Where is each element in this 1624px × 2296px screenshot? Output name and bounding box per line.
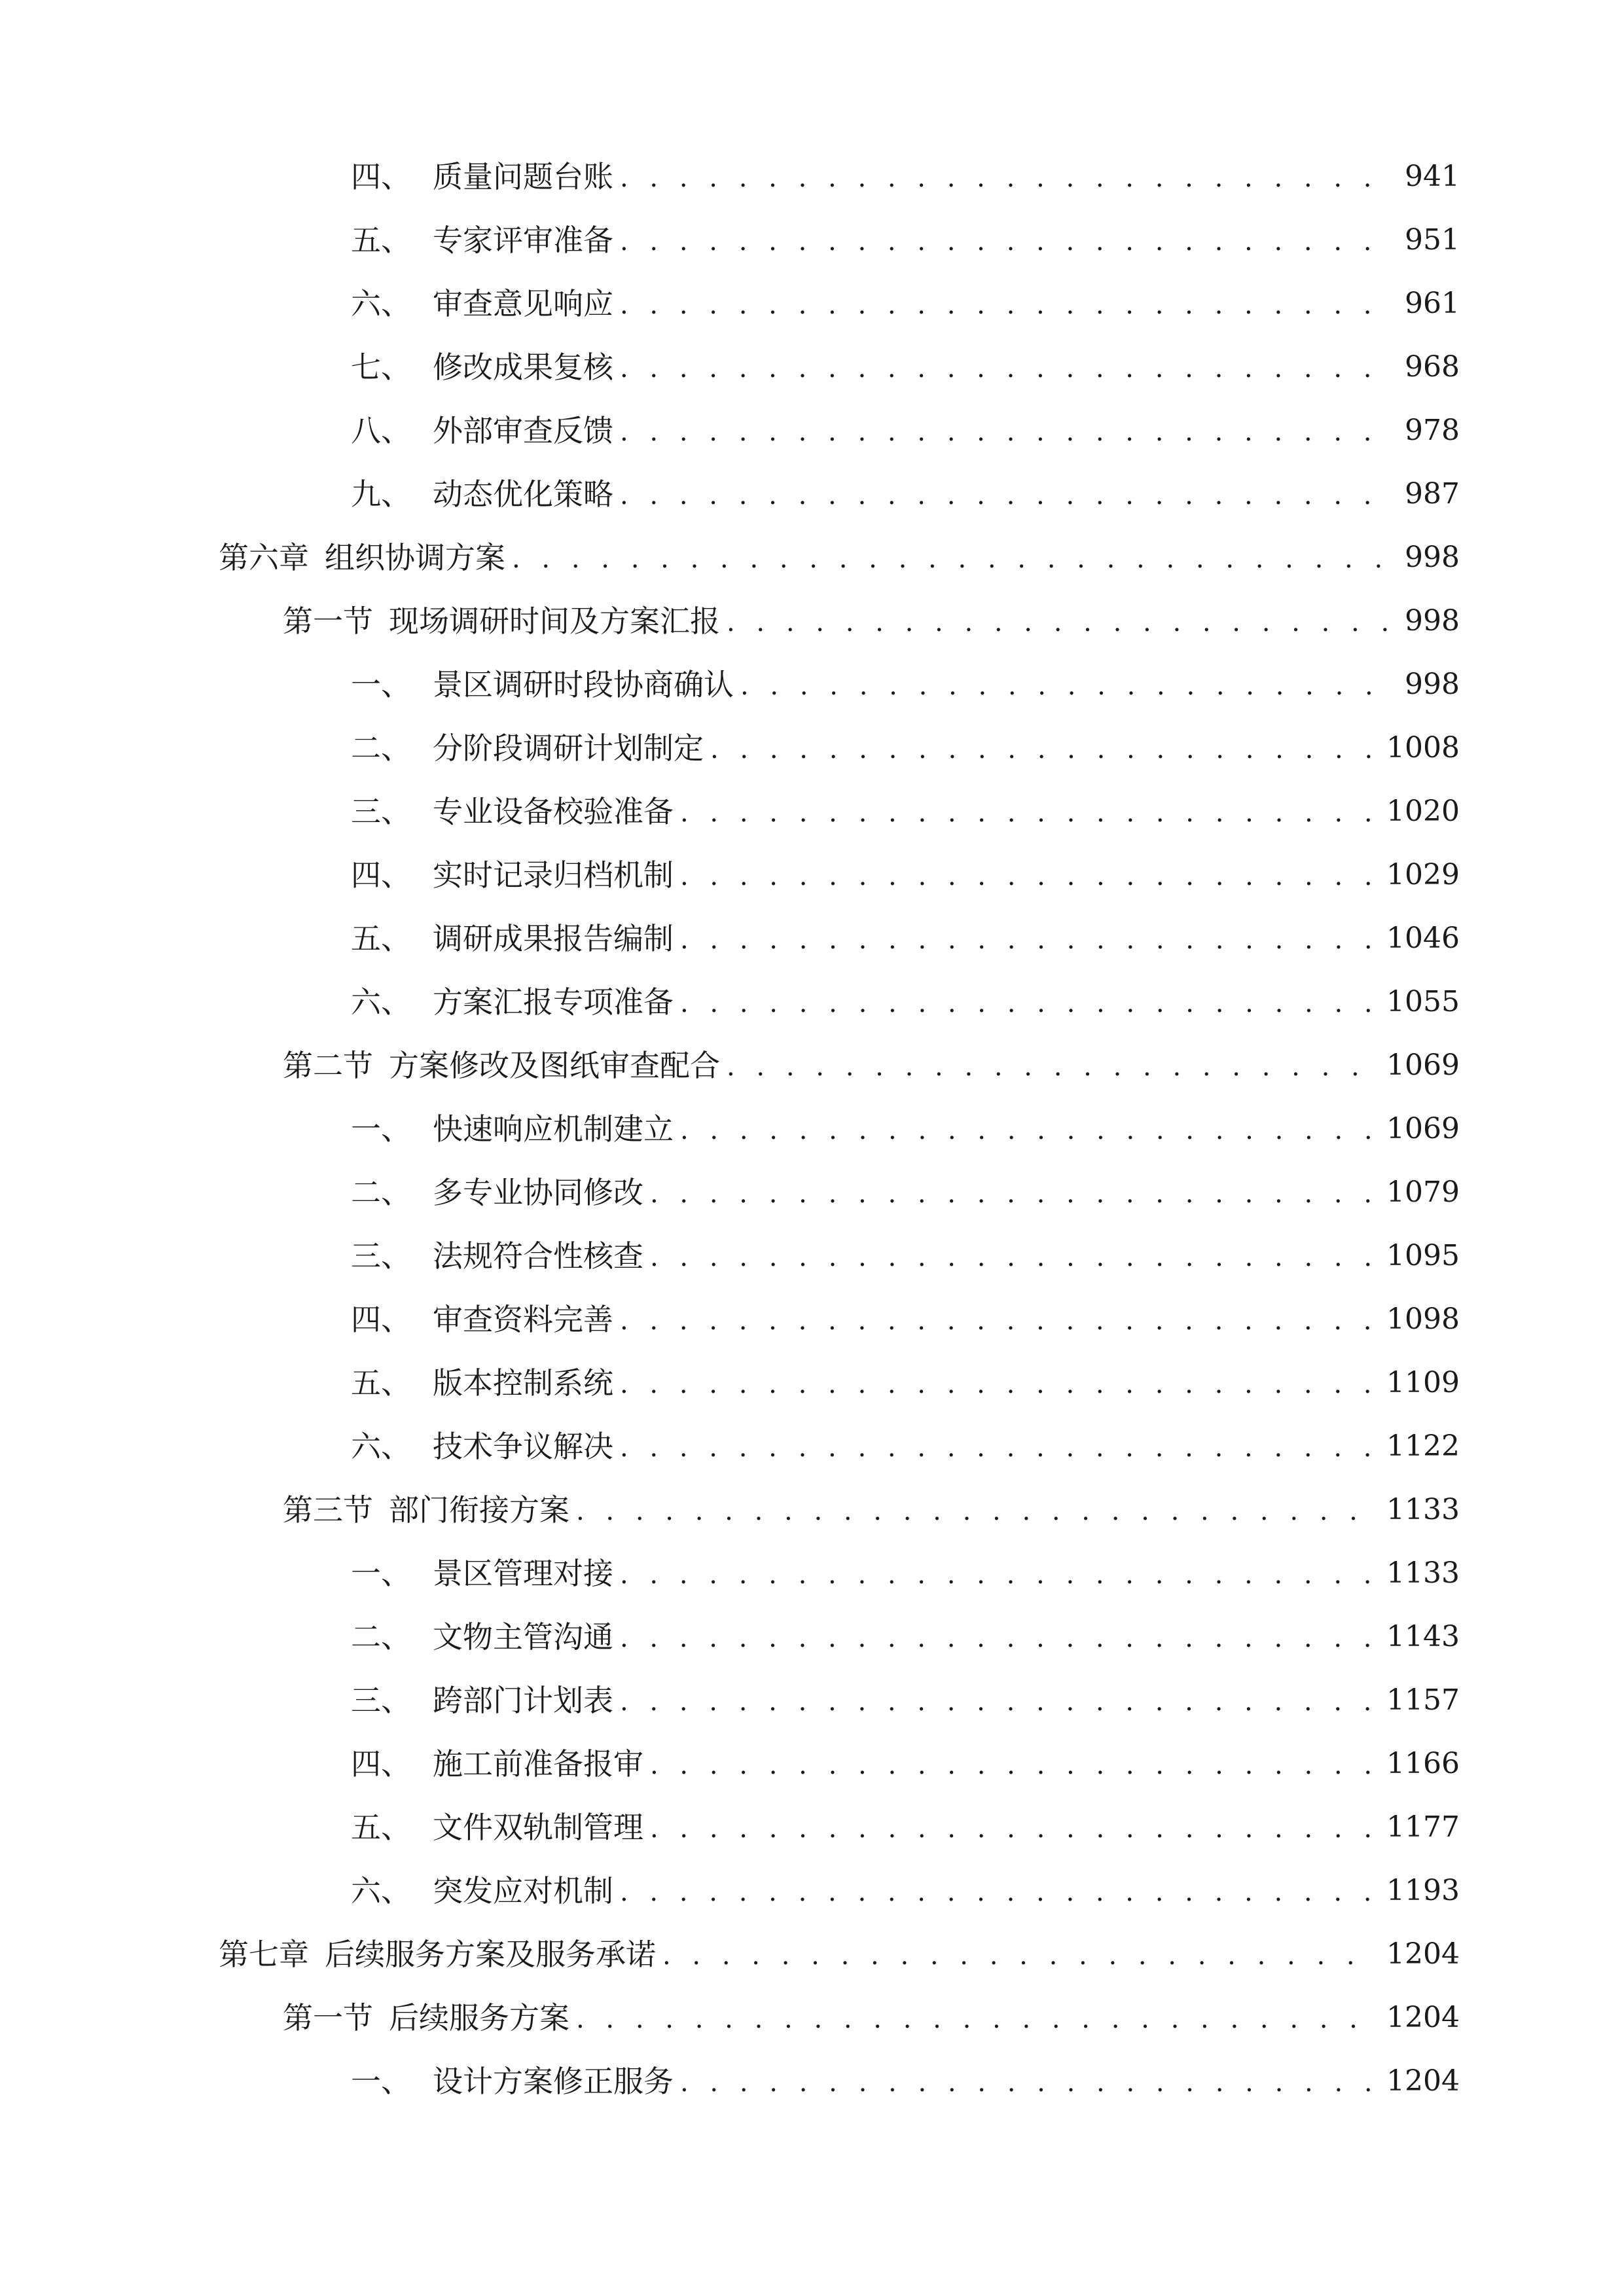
toc-entry-marker: 第三节 bbox=[283, 1492, 373, 1528]
toc-entry-title: 设计方案修正服务 bbox=[433, 2064, 674, 2099]
toc-entry-page: 1098 bbox=[1386, 1302, 1460, 1336]
toc-entry[interactable] bbox=[351, 468, 1460, 520]
toc-entry-title: 质量问题台账 bbox=[433, 159, 613, 194]
dot-leader bbox=[680, 787, 1377, 839]
toc-section-entry[interactable] bbox=[283, 595, 1460, 647]
toc-entry-marker: 六、 bbox=[351, 286, 411, 321]
toc-entry[interactable] bbox=[351, 1420, 1460, 1473]
toc-entry-marker: 第一节 bbox=[283, 603, 373, 639]
toc-entry-marker: 九、 bbox=[351, 476, 411, 512]
toc-entry-title: 文件双轨制管理 bbox=[433, 1810, 643, 1845]
toc-entry[interactable] bbox=[351, 151, 1460, 203]
toc-entry[interactable] bbox=[351, 1547, 1460, 1600]
toc-entry[interactable] bbox=[351, 2055, 1460, 2108]
toc-entry[interactable] bbox=[351, 1103, 1460, 1155]
toc-entry-title: 施工前准备报审 bbox=[433, 1746, 643, 1782]
toc-entry-marker: 一、 bbox=[351, 1111, 411, 1147]
toc-entry-page: 998 bbox=[1405, 541, 1460, 574]
toc-entry-page: 1133 bbox=[1386, 1556, 1460, 1590]
dot-leader bbox=[680, 2056, 1377, 2109]
toc-entry-marker: 三、 bbox=[351, 1238, 411, 1274]
toc-entry-title: 外部审查反馈 bbox=[433, 413, 613, 448]
toc-entry[interactable] bbox=[351, 404, 1460, 457]
dot-leader bbox=[727, 1041, 1377, 1093]
toc-entry-title: 方案汇报专项准备 bbox=[433, 984, 674, 1020]
dot-leader bbox=[650, 1231, 1377, 1283]
dot-leader bbox=[650, 1739, 1377, 1791]
toc-entry-marker: 七、 bbox=[351, 350, 411, 385]
toc-entry-page: 1166 bbox=[1386, 1747, 1460, 1780]
toc-chapter-entry[interactable] bbox=[219, 531, 1460, 584]
dot-leader bbox=[620, 279, 1396, 331]
toc-entry-title: 方案修改及图纸审查配合 bbox=[389, 1048, 720, 1083]
toc-entry-title: 技术争议解决 bbox=[433, 1429, 613, 1464]
toc-entry-title: 审查资料完善 bbox=[433, 1302, 613, 1337]
toc-entry-page: 1193 bbox=[1386, 1874, 1460, 1907]
toc-entry-page: 1143 bbox=[1386, 1620, 1460, 1653]
toc-entry-page: 968 bbox=[1405, 350, 1460, 384]
toc-entry-title: 快速响应机制建立 bbox=[433, 1111, 674, 1147]
toc-entry-page: 941 bbox=[1405, 160, 1460, 193]
toc-entry-page: 1204 bbox=[1386, 2064, 1460, 2098]
toc-entry-page: 1008 bbox=[1386, 731, 1460, 764]
toc-entry-marker: 六、 bbox=[351, 1429, 411, 1464]
toc-entry-page: 1069 bbox=[1386, 1049, 1460, 1082]
toc-entry-title: 突发应对机制 bbox=[433, 1873, 613, 1909]
toc-entry-page: 1133 bbox=[1386, 1493, 1460, 1526]
toc-entry-title: 专业设备校验准备 bbox=[433, 794, 674, 829]
toc-entry-marker: 一、 bbox=[351, 667, 411, 702]
toc-entry-page: 1069 bbox=[1386, 1112, 1460, 1145]
dot-leader bbox=[680, 850, 1377, 903]
toc-entry[interactable] bbox=[351, 1865, 1460, 1917]
toc-entry-page: 1109 bbox=[1386, 1366, 1460, 1399]
toc-entry-marker: 八、 bbox=[351, 413, 411, 448]
toc-entry-page: 1095 bbox=[1386, 1239, 1460, 1272]
toc-entry-marker: 二、 bbox=[351, 730, 411, 766]
toc-entry-page: 978 bbox=[1405, 414, 1460, 447]
toc-entry[interactable] bbox=[351, 1674, 1460, 1727]
toc-entry-marker: 四、 bbox=[351, 1746, 411, 1782]
toc-entry-title: 修改成果复核 bbox=[433, 350, 613, 385]
toc-entry-page: 1177 bbox=[1386, 1810, 1460, 1844]
toc-entry-marker: 一、 bbox=[351, 2064, 411, 2099]
toc-entry-page: 1204 bbox=[1386, 1937, 1460, 1971]
toc-entry-page: 961 bbox=[1405, 287, 1460, 320]
toc-entry[interactable] bbox=[351, 849, 1460, 901]
toc-entry[interactable] bbox=[351, 785, 1460, 838]
toc-entry-title: 组织协调方案 bbox=[325, 540, 505, 575]
dot-leader bbox=[620, 1295, 1377, 1347]
dot-leader bbox=[727, 596, 1396, 649]
dot-leader bbox=[576, 1485, 1377, 1537]
dot-leader bbox=[620, 1549, 1377, 1601]
dot-leader bbox=[680, 977, 1377, 1030]
toc-entry-page: 1122 bbox=[1386, 1429, 1460, 1463]
toc-entry-marker: 五、 bbox=[351, 1365, 411, 1401]
toc-entry-marker: 四、 bbox=[351, 857, 411, 893]
dot-leader bbox=[710, 723, 1377, 776]
toc-entry-marker: 四、 bbox=[351, 159, 411, 194]
toc-section-entry[interactable] bbox=[283, 1484, 1460, 1536]
dot-leader bbox=[620, 152, 1396, 204]
toc-entry-marker: 第二节 bbox=[283, 1048, 373, 1083]
toc-section-entry[interactable] bbox=[283, 1992, 1460, 2044]
toc-entry-page: 998 bbox=[1405, 604, 1460, 637]
toc-entry-title: 景区管理对接 bbox=[433, 1556, 613, 1591]
dot-leader bbox=[620, 1866, 1377, 1918]
toc-entry[interactable] bbox=[351, 658, 1460, 711]
dot-leader bbox=[620, 215, 1396, 268]
dot-leader bbox=[650, 1803, 1377, 1855]
toc-entry-marker: 第六章 bbox=[219, 540, 309, 575]
toc-entry-title: 动态优化策略 bbox=[433, 476, 613, 512]
dot-leader bbox=[680, 1104, 1377, 1157]
toc-entry-page: 1029 bbox=[1386, 858, 1460, 891]
toc-entry-title: 分阶段调研计划制定 bbox=[433, 730, 704, 766]
toc-entry-title: 版本控制系统 bbox=[433, 1365, 613, 1401]
toc-entry[interactable] bbox=[351, 1230, 1460, 1282]
toc-entry-page: 1204 bbox=[1386, 2001, 1460, 2034]
toc-entry-title: 法规符合性核查 bbox=[433, 1238, 643, 1274]
toc-entry-marker: 三、 bbox=[351, 794, 411, 829]
toc-entry[interactable] bbox=[351, 278, 1460, 330]
toc-entry[interactable] bbox=[351, 912, 1460, 965]
toc-entry-marker: 第一节 bbox=[283, 2000, 373, 2036]
toc-entry-marker: 二、 bbox=[351, 1619, 411, 1655]
toc-entry[interactable] bbox=[351, 1611, 1460, 1663]
toc-entry-title: 多专业协同修改 bbox=[433, 1175, 643, 1210]
toc-entry-title: 专家评审准备 bbox=[433, 223, 613, 258]
toc-entry[interactable] bbox=[351, 214, 1460, 266]
dot-leader bbox=[680, 914, 1377, 966]
dot-leader bbox=[620, 1676, 1377, 1728]
toc-entry-title: 后续服务方案及服务承诺 bbox=[325, 1937, 656, 1972]
toc-entry-page: 998 bbox=[1405, 668, 1460, 701]
dot-leader bbox=[620, 1358, 1377, 1410]
toc-entry[interactable] bbox=[351, 341, 1460, 393]
dot-leader bbox=[620, 469, 1396, 522]
toc-entry-page: 1079 bbox=[1386, 1175, 1460, 1209]
toc-chapter-entry[interactable] bbox=[219, 1928, 1460, 1981]
dot-leader bbox=[740, 660, 1396, 712]
toc-entry[interactable] bbox=[351, 1166, 1460, 1219]
toc-entry-page: 1046 bbox=[1386, 922, 1460, 955]
toc-entry[interactable] bbox=[351, 1357, 1460, 1409]
toc-entry-page: 1020 bbox=[1386, 795, 1460, 828]
toc-entry-page: 987 bbox=[1405, 477, 1460, 511]
toc-entry[interactable] bbox=[351, 1801, 1460, 1854]
toc-entry-title: 文物主管沟通 bbox=[433, 1619, 613, 1655]
toc-entry-marker: 六、 bbox=[351, 1873, 411, 1909]
toc-entry-page: 1055 bbox=[1386, 985, 1460, 1018]
toc-entry[interactable] bbox=[351, 976, 1460, 1028]
toc-entry-marker: 二、 bbox=[351, 1175, 411, 1210]
toc-entry[interactable] bbox=[351, 1738, 1460, 1790]
toc-entry-marker: 第七章 bbox=[219, 1937, 309, 1972]
toc-entry-marker: 五、 bbox=[351, 223, 411, 258]
toc-entry-marker: 六、 bbox=[351, 984, 411, 1020]
toc-entry-title: 实时记录归档机制 bbox=[433, 857, 674, 893]
toc-entry-page: 951 bbox=[1405, 223, 1460, 257]
toc-entry-title: 现场调研时间及方案汇报 bbox=[389, 603, 720, 639]
toc-entry-title: 部门衔接方案 bbox=[389, 1492, 569, 1528]
dot-leader bbox=[512, 533, 1396, 585]
toc-entry[interactable] bbox=[351, 1293, 1460, 1346]
toc-entry-title: 景区调研时段协商确认 bbox=[433, 667, 734, 702]
toc-entry-marker: 四、 bbox=[351, 1302, 411, 1337]
toc-section-entry[interactable] bbox=[283, 1039, 1460, 1092]
dot-leader bbox=[620, 406, 1396, 458]
dot-leader bbox=[620, 342, 1396, 395]
toc-entry-marker: 一、 bbox=[351, 1556, 411, 1591]
toc-entry-marker: 五、 bbox=[351, 1810, 411, 1845]
toc-entry-page: 1157 bbox=[1386, 1683, 1460, 1717]
dot-leader bbox=[576, 1993, 1377, 2045]
toc-entry-title: 后续服务方案 bbox=[389, 2000, 569, 2036]
toc-entry-marker: 五、 bbox=[351, 921, 411, 956]
toc-entry-title: 调研成果报告编制 bbox=[433, 921, 674, 956]
toc-entry-marker: 三、 bbox=[351, 1683, 411, 1718]
dot-leader bbox=[620, 1422, 1377, 1474]
dot-leader bbox=[620, 1612, 1377, 1664]
toc-entry-title: 审查意见响应 bbox=[433, 286, 613, 321]
dot-leader bbox=[650, 1168, 1377, 1220]
toc-entry[interactable] bbox=[351, 722, 1460, 774]
dot-leader bbox=[662, 1929, 1377, 1982]
toc-entry-title: 跨部门计划表 bbox=[433, 1683, 613, 1718]
